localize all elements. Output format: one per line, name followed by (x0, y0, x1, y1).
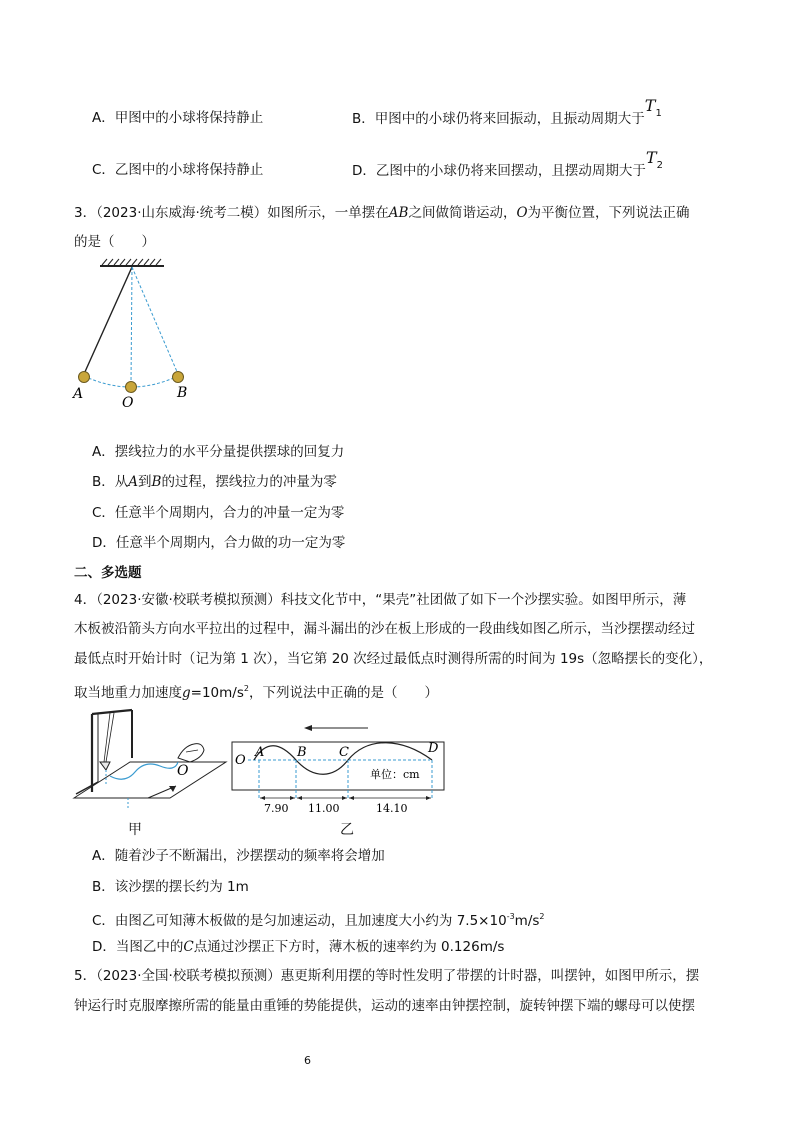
q3-stem-O: O (516, 205, 528, 221)
fig-yi-C: C (339, 745, 349, 760)
q3-option-c: C．任意半个周期内，合力的冲量一定为零 (92, 505, 345, 521)
q4-option-a: A．随着沙子不断漏出，沙摆摆动的频率将会增加 (92, 848, 385, 864)
fig-jia-label: 甲 (128, 822, 142, 838)
q4-option-d-C: C (183, 939, 194, 955)
ball-O (126, 382, 137, 393)
q4-option-d-part1: D．当图乙中的 (92, 939, 184, 955)
sand-pendulum-figure (70, 706, 230, 836)
dim1-right-head (290, 796, 295, 800)
q4-option-d (92, 937, 504, 957)
q3-stem-AB: AB (388, 205, 409, 221)
q5-stem-line1: 5．（2023·全国·校联考模拟预测）惠更斯利用摆的等时性发明了带摆的计时器，叫摆钟，如图甲所示，摆 (74, 968, 700, 984)
q3-option-b-B: B (151, 474, 162, 490)
q2-option-d-sub: 2 (656, 160, 663, 171)
q3-stem-line2: 的是（ ） (74, 234, 155, 250)
q3-option-b-A: A (128, 474, 139, 490)
ball-A (79, 372, 90, 383)
segment-1-label: 7.90 (264, 802, 289, 815)
q4-option-c-sup1: -3 (506, 912, 515, 921)
dim3-right-head (426, 796, 431, 800)
hand (178, 744, 204, 762)
dim2-left-head (297, 796, 302, 800)
q4-option-c-part1: C．由图乙可知薄木板做的是匀加速运动，且加速度大小约为 7.5×10 (92, 913, 507, 929)
equilibrium-dashed-line (131, 267, 132, 384)
dim2-right-head (342, 796, 347, 800)
q3-option-a: A．摆线拉力的水平分量提供摆球的回复力 (92, 444, 345, 460)
q2-option-c: C．乙图中的小球将保持静止 (92, 162, 264, 178)
q4-stem-sup: 2 (243, 684, 249, 693)
q4-option-c-sup2: 2 (539, 912, 545, 921)
q2-option-a: A．甲图中的小球将保持静止 (92, 110, 264, 126)
label-A: A (73, 386, 84, 402)
ceiling-hatch (102, 259, 161, 265)
q4-option-c (92, 907, 545, 931)
q4-stem-line4-part1: 取当地重力加速度 (74, 685, 182, 701)
q2-option-b-T: T (644, 96, 656, 115)
q4-stem-line4-part2: =10m/s (190, 685, 244, 701)
fig-yi-B: B (297, 745, 307, 760)
direction-arrow-head (304, 725, 312, 731)
funnel (100, 762, 110, 770)
section-heading: 二、多选题 (74, 565, 142, 581)
right-dashed-line (132, 267, 178, 374)
wooden-board (74, 762, 226, 798)
pendulum-string (84, 267, 132, 374)
q4-option-b: B．该沙摆的摆长约为 1m (92, 879, 249, 895)
trace-figure (224, 720, 454, 816)
q4-option-c-part2: m/s (514, 913, 540, 929)
page-number: 6 (304, 1054, 311, 1067)
ball-B (173, 372, 184, 383)
dim1-left-head (260, 796, 265, 800)
fig-jia-O: O (177, 763, 189, 779)
q3-stem-part2: 之间做简谐运动， (408, 205, 517, 221)
fig-yi-O: O (235, 753, 246, 768)
pendulum-figure (70, 258, 200, 408)
segment-2-label: 11.00 (308, 802, 340, 815)
q5-stem-line2: 钟运行时克服摩擦所需的能量由重锤的势能提供，运动的速率由钟摆控制，旋转钟摆下端的螺母可以使摆 (74, 998, 695, 1014)
q2-option-b (352, 96, 662, 134)
q3-option-b-part1: B．从 (92, 474, 129, 490)
label-B: B (177, 385, 188, 401)
q4-stem-line4-part3: ，下列说法中正确的是（ ） (248, 685, 438, 701)
q4-stem-line1: 4．（2023·安徽·校联考模拟预测）科技文化节中，“果壳”社团做了如下一个沙摆实验。如图甲所示，薄 (74, 592, 687, 608)
q4-stem-line4 (74, 679, 438, 703)
q2-option-d (352, 148, 663, 186)
segment-3-label: 14.10 (376, 802, 408, 815)
fig-yi-label: 乙 (340, 822, 354, 838)
frame-top-beam (92, 710, 132, 714)
q3-stem-line1 (74, 203, 690, 223)
q3-stem-part1: 3．（2023·山东威海·统考二模）如图所示，一单摆在 (74, 205, 389, 221)
q4-stem-g: g (182, 685, 191, 701)
q2-option-b-sub: 1 (655, 108, 662, 119)
q4-stem-line2: 木板被沿箭头方向水平拉出的过程中，漏斗漏出的沙在板上形成的一段曲线如图乙所示，当沙摆摆动经过 (74, 621, 695, 637)
q2-option-d-T: T (645, 148, 657, 167)
q3-option-b-part3: 的过程，摆线拉力的冲量为零 (161, 474, 337, 490)
label-O: O (122, 395, 134, 408)
sand-trace (110, 762, 178, 779)
q4-stem-line3: 最低点时开始计时（记为第 1 次），当它第 20 次经过最低点时测得所需的时间为 19s（忽略摆长的变化）， (74, 651, 713, 667)
q4-option-d-part2: 点通过沙摆正下方时，薄木板的速率约为 0.126m/s (193, 939, 505, 955)
fig-yi-A: A (255, 745, 265, 760)
q2-option-b-text: B．甲图中的小球仍将来回振动，且振动周期大于 (352, 111, 645, 127)
unit-label: 单位：cm (370, 768, 420, 781)
q3-stem-part3: 为平衡位置，下列说法正确 (527, 205, 690, 221)
q2-option-d-text: D．乙图中的小球仍将来回摆动，且摆动周期大于 (352, 163, 646, 179)
q3-option-b (92, 472, 337, 492)
dim3-left-head (349, 796, 354, 800)
fig-yi-D: D (428, 741, 439, 756)
q3-option-b-part2: 到 (138, 474, 152, 490)
q3-option-d: D．任意半个周期内，合力做的功一定为零 (92, 535, 346, 551)
frame-base (76, 782, 98, 794)
